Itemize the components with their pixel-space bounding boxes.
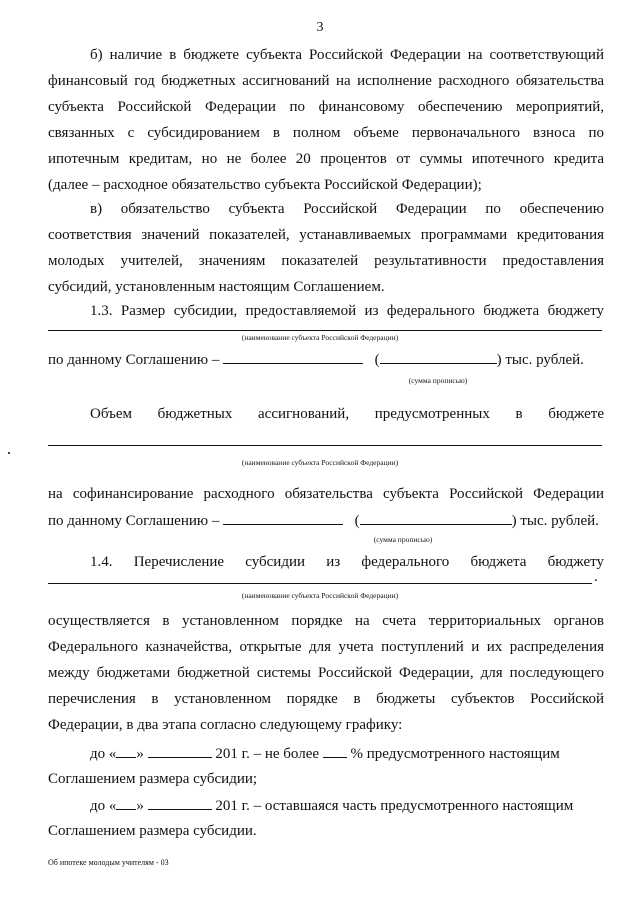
s13-words-caption: (сумма прописью)	[408, 376, 468, 385]
s13-words-blank	[380, 350, 497, 364]
s13-subject-blank	[48, 330, 602, 331]
s14-body-2: Федерального казначейства, открытые для учета поступлений и их распределения	[48, 639, 604, 655]
volume-line-3	[48, 511, 604, 530]
s13-prefix: по данному Соглашению –	[48, 352, 220, 368]
para-b-line-3: субъекта Российской Федерации по финансовому обеспечению мероприятий,	[48, 99, 604, 115]
stage-1-month-blank	[148, 744, 212, 758]
stage-1-until: до «	[90, 746, 117, 762]
volume-suffix: ) тыс. рублей.	[511, 513, 599, 529]
stage-2-text: г. – оставшаяся часть предусмотренного настоящим	[241, 798, 574, 814]
stage-2-close-quote: »	[136, 798, 144, 814]
s13-suffix: ) тыс. рублей.	[496, 352, 584, 368]
stage-1-line-1	[90, 744, 604, 763]
volume-subject-blank	[48, 445, 602, 446]
stage-2-month-blank	[148, 796, 212, 810]
s13-line-2	[48, 350, 604, 369]
para-b-line-4: связанных с субсидированием в полном объеме первоначального взноса по	[48, 125, 604, 141]
stage-2-year: 201	[215, 798, 238, 814]
para-b-line-5: ипотечным кредитам, но не более 20 процентов от суммы ипотечного кредита	[48, 151, 604, 167]
s13-line-1: 1.3. Размер субсидии, предоставляемой из федерального бюджета бюджету	[90, 303, 604, 319]
stage-1-year: 201	[215, 746, 238, 762]
para-v-line-1: в) обязательство субъекта Российской Федерации по обеспечению	[90, 201, 604, 217]
volume-amount-blank	[223, 511, 343, 525]
para-b-line-6: (далее – расходное обязательство субъекта Российской Федерации);	[48, 177, 482, 193]
s14-body-1: осуществляется в установленном порядке на счета территориальных органов	[48, 613, 604, 629]
stage-1-percent-blank	[323, 744, 347, 758]
stage-2-until: до «	[90, 798, 117, 814]
s14-line-1: 1.4. Перечисление субсидии из федерального бюджета бюджету	[90, 554, 604, 570]
para-v-line-3: молодых учителей, значениям показателей результативности предоставления	[48, 253, 604, 269]
stage-2-line-2: Соглашением размера субсидии.	[48, 823, 257, 839]
para-b-line-1: б) наличие в бюджете субъекта Российской Федерации на соответствующий	[90, 47, 604, 63]
footer-label: Об ипотеке молодым учителям - 03	[48, 858, 169, 867]
s13-open-paren: (	[374, 352, 380, 368]
stage-1-line-2: Соглашением размера субсидии;	[48, 771, 258, 787]
volume-line-2: на софинансирование расходного обязательства субъекта Российской Федерации	[48, 486, 604, 502]
volume-words-blank	[360, 511, 512, 525]
para-v-line-4: субсидий, установленным настоящим Соглашением.	[48, 279, 385, 295]
s14-body-3: между бюджетами бюджетной системы Российской Федерации, для последующего	[48, 665, 604, 681]
s14-subject-blank	[48, 583, 592, 584]
volume-open-paren: (	[354, 513, 360, 529]
stage-1-day-blank	[116, 744, 136, 758]
stage-1-text: г. – не более	[241, 746, 320, 762]
page-number: 3	[316, 20, 324, 35]
s14-body-5: Федерации, в два этапа согласно следующему графику:	[48, 717, 403, 733]
volume-words-caption: (сумма прописью)	[373, 535, 433, 544]
volume-prefix: по данному Соглашению –	[48, 513, 220, 529]
volume-subject-caption: (наименование субъекта Российской Федерации)	[241, 458, 399, 467]
volume-line-1: Объем бюджетных ассигнований, предусмотренных в бюджете	[90, 406, 604, 422]
para-v-line-2: соответствия значений показателей, устанавливаемых программами кредитования	[48, 227, 604, 243]
s14-trail-dot: .	[594, 569, 598, 585]
s14-subject-caption: (наименование субъекта Российской Федерации)	[241, 591, 399, 600]
stage-2-day-blank	[116, 796, 136, 810]
stage-2-line-1	[90, 796, 604, 815]
para-b-line-2: финансовый год бюджетных ассигнований на исполнение расходного обязательства	[48, 73, 604, 89]
stage-1-close-quote: »	[136, 746, 144, 762]
scan-speck	[8, 452, 10, 454]
s13-subject-caption: (наименование субъекта Российской Федерации)	[241, 333, 399, 342]
s14-body-4: перечисления в установленном порядке в бюджеты субъектов Российской	[48, 691, 604, 707]
s13-amount-blank	[223, 350, 363, 364]
stage-1-text-2: % предусмотренного настоящим	[350, 746, 560, 762]
